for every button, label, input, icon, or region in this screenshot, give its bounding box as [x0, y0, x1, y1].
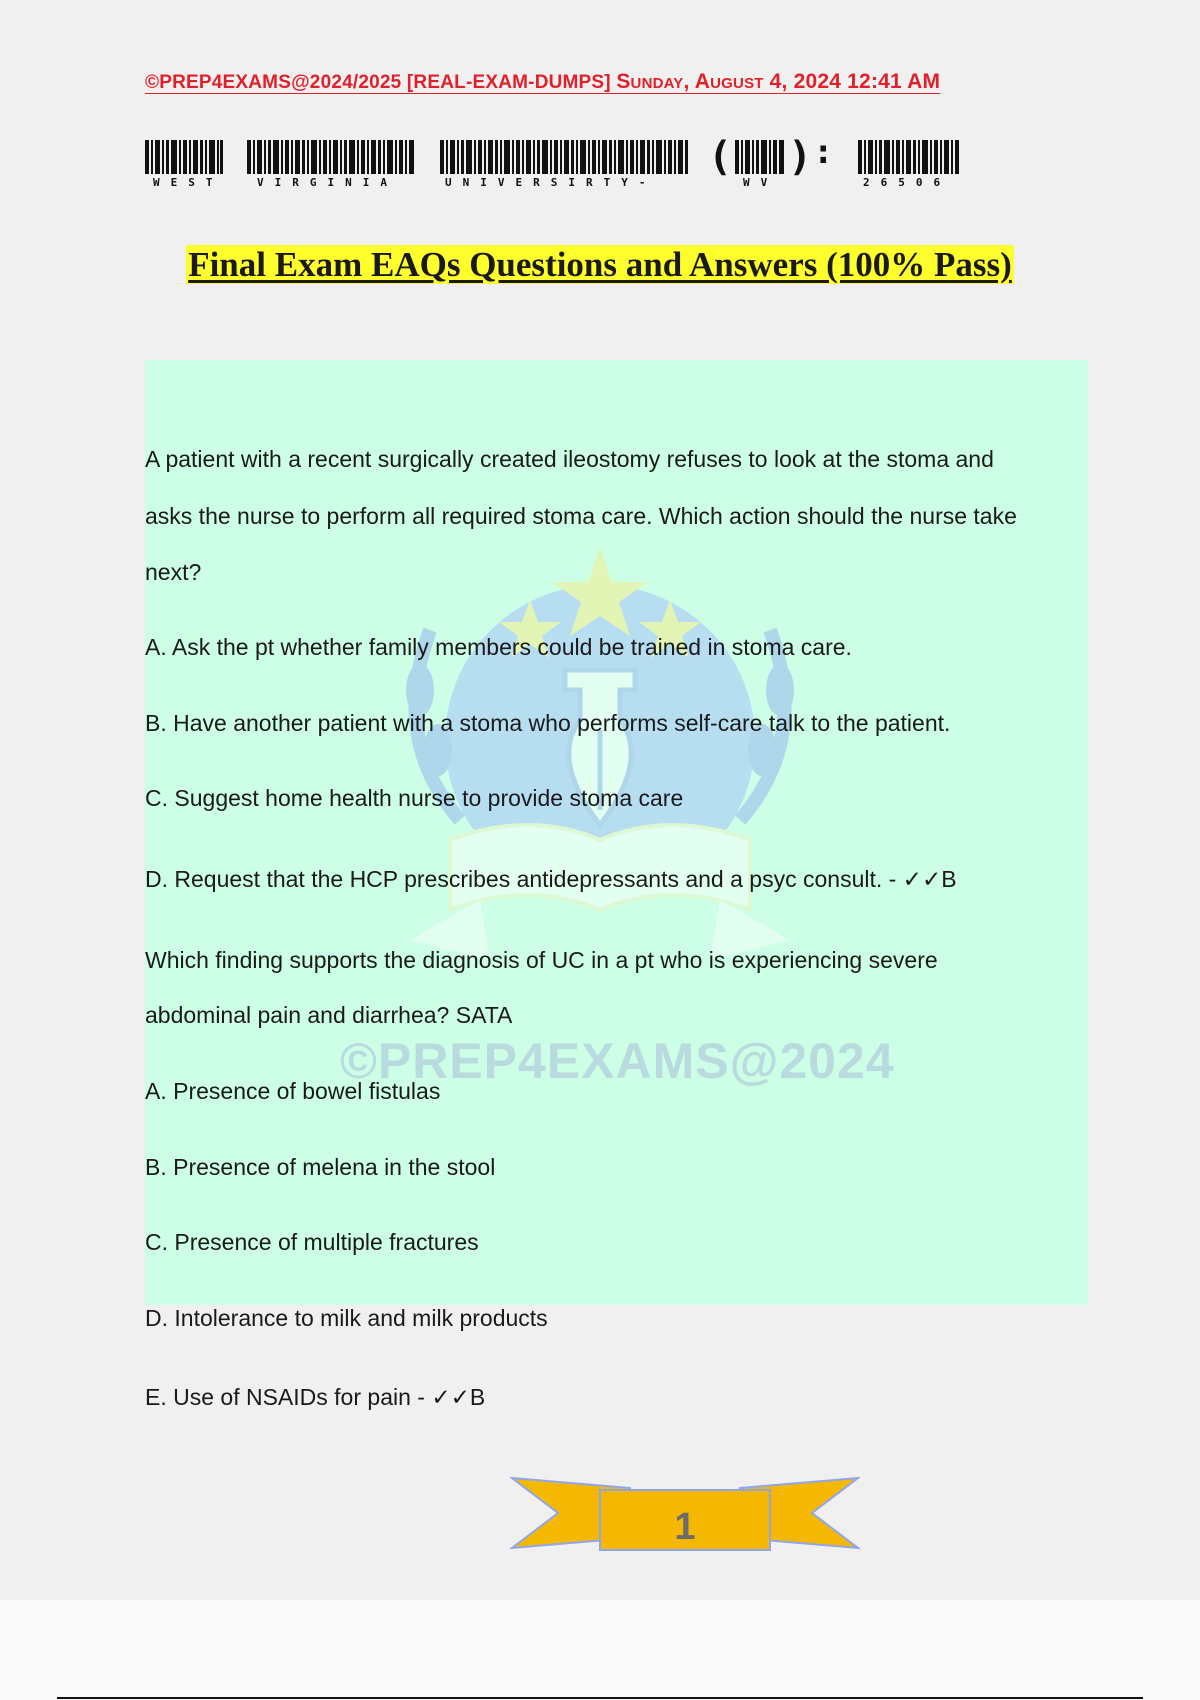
barcode-label-university: UNIVERSIRTY-	[445, 176, 657, 189]
question-1-option-a: A. Ask the pt whether family members could be trained in stoma care.	[145, 634, 852, 660]
barcode-colon: :	[813, 132, 834, 172]
barcode-banner	[145, 132, 965, 189]
barcode-virginia	[247, 140, 417, 176]
watermark-text: ©PREP4EXAMS@2024	[340, 1033, 895, 1089]
question-1-option-d: D. Request that the HCP prescribes antidepressants and a psyc consult. - ✓✓B	[145, 866, 957, 892]
document-title	[0, 245, 1200, 285]
question-2-option-d: D. Intolerance to milk and milk products	[145, 1305, 548, 1331]
question-2-option-c: C. Presence of multiple fractures	[145, 1229, 479, 1255]
question-2-option-e: E. Use of NSAIDs for pain - ✓✓B	[145, 1384, 486, 1410]
header-brand: ©PREP4EXAMS@2024/2025 [REAL-EXAM-DUMPS]	[145, 72, 611, 93]
barcode-label-virginia: VIRGINIA	[257, 176, 398, 189]
barcode-label-west: WEST	[153, 176, 224, 189]
barcode-zip	[858, 140, 963, 176]
page-number: 1	[674, 1506, 696, 1548]
page-gap	[0, 1600, 1200, 1700]
barcode-paren-close: )	[788, 134, 813, 180]
barcode-label-wv: WV	[743, 176, 779, 189]
question-1-stem-line-2: asks the nurse to perform all required stoma care. Which action should the nurse take	[145, 503, 1017, 529]
question-1-option-b: B. Have another patient with a stoma who performs self-care talk to the patient.	[145, 710, 951, 736]
next-page-divider	[57, 1697, 1143, 1699]
document-title-text: Final Exam EAQs Questions and Answers (100% Pass)	[188, 245, 1012, 284]
question-1-stem-line-3: next?	[145, 559, 202, 585]
barcode-label-zip: 26506	[863, 176, 952, 189]
barcode-wv	[735, 140, 785, 176]
question-2-stem-line-2: abdominal pain and diarrhea? SATA	[145, 1002, 513, 1028]
barcode-paren-open: (	[708, 134, 733, 180]
header-date: Sunday, August 4, 2024 12:41 AM	[616, 70, 941, 93]
question-2-stem-line-1: Which finding supports the diagnosis of UC in a pt who is experiencing severe	[145, 947, 938, 973]
question-2-option-b: B. Presence of melena in the stool	[145, 1154, 496, 1180]
question-2-option-a: A. Presence of bowel fistulas	[145, 1078, 441, 1104]
question-1-stem-line-1: A patient with a recent surgically created ileostomy refuses to look at the stoma and	[145, 446, 994, 472]
barcode-university	[440, 140, 690, 176]
document-header	[145, 70, 940, 94]
barcode-west	[145, 140, 223, 176]
question-1-option-c: C. Suggest home health nurse to provide stoma care	[145, 785, 684, 811]
